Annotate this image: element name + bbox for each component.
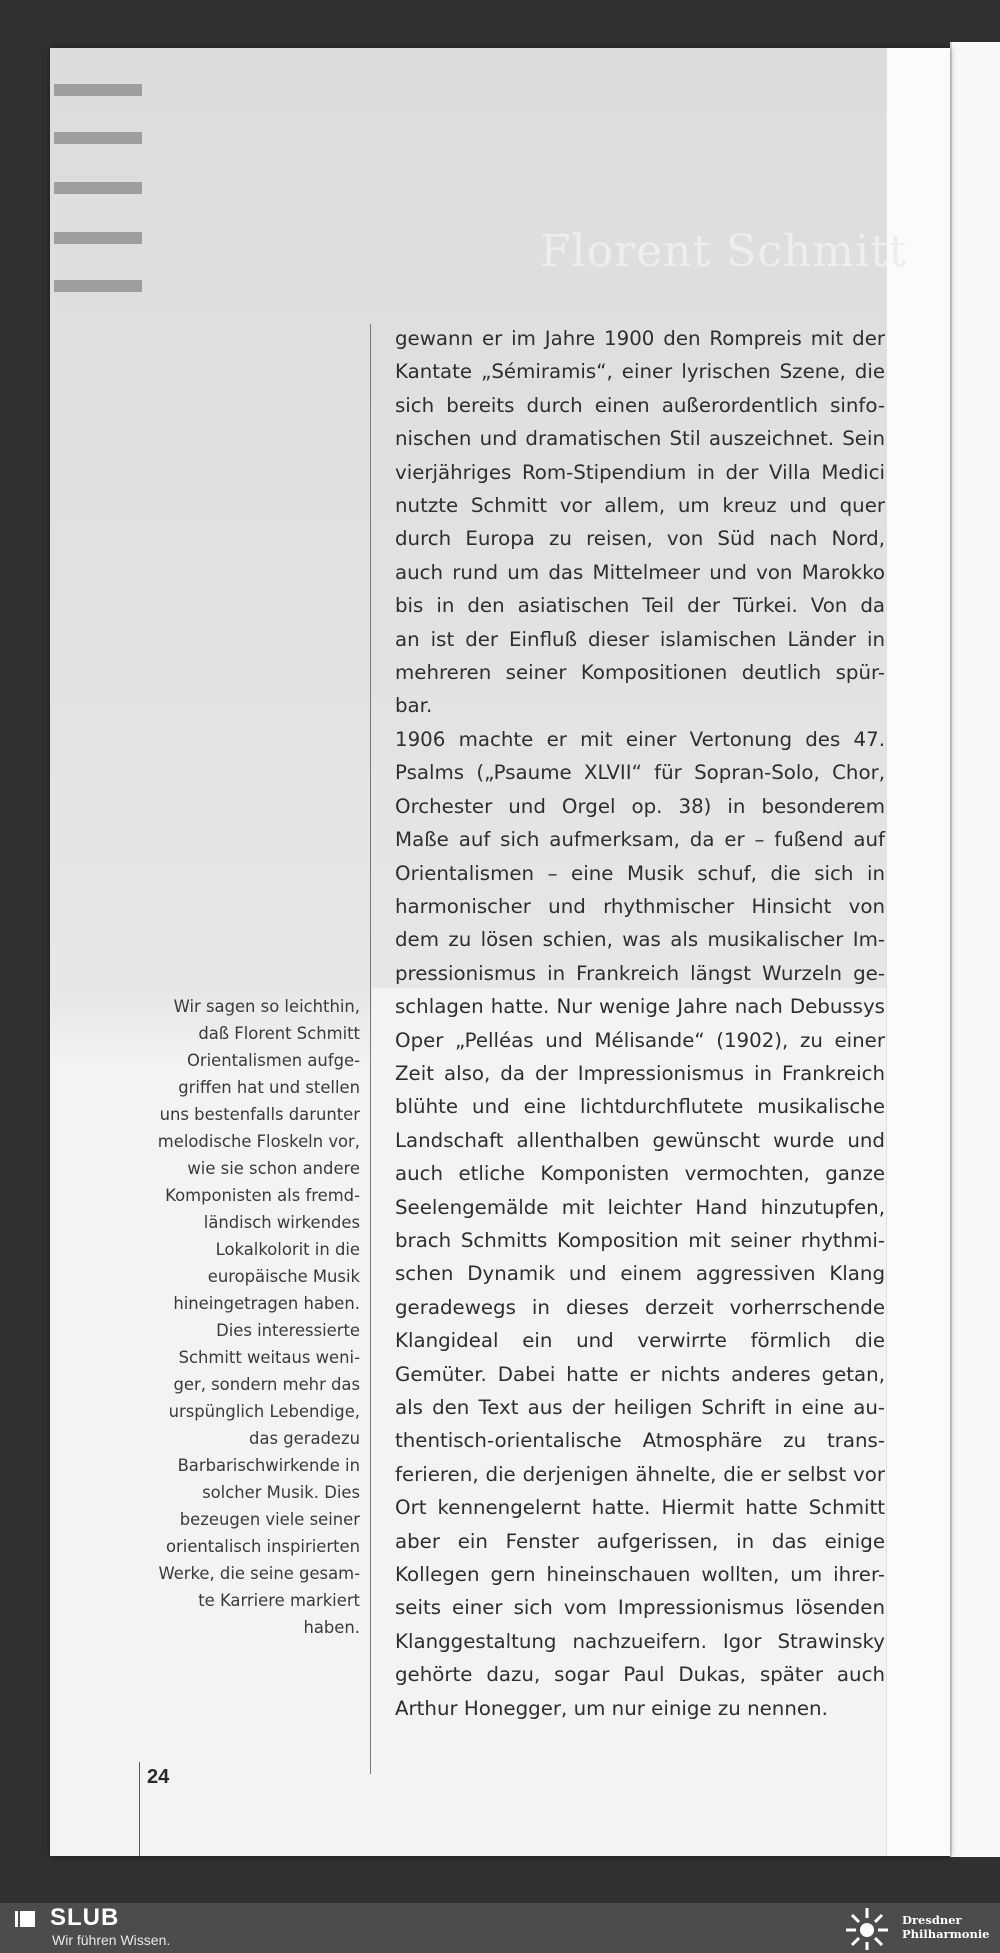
body-line: Psalms („Psaume XLVII“ für Sopran-Solo, Chor, [395, 761, 885, 785]
sidebar-line: hineingetragen haben. [173, 1294, 360, 1313]
page-number: 24 [147, 1766, 170, 1788]
body-line: Gemüter. Dabei hatte er nichts anderes getan, [395, 1362, 885, 1386]
library-name[interactable]: SLUB [50, 1904, 120, 1931]
body-line: thentisch-orientalische Atmosphäre zu trans- [395, 1429, 885, 1453]
body-line: blühte und eine lichtdurchflutete musikalische [395, 1095, 885, 1119]
sidebar-line: griffen hat und stellen [178, 1078, 360, 1097]
body-line: auch etliche Komponisten vermochten, ganze [395, 1162, 885, 1186]
sidebar-line: Lokalkolorit in die [215, 1240, 360, 1259]
body-line: an ist der Einfluß dieser islamischen Länder in [395, 627, 885, 651]
sidebar-line: daß Florent Schmitt [198, 1024, 360, 1043]
body-line: gewann er im Jahre 1900 den Rompreis mit der [395, 327, 885, 350]
body-line: Kollegen gern hineinschauen wollten, um ihrer- [395, 1563, 885, 1587]
body-line: harmonischer und rhythmischer Hinsicht von [395, 894, 885, 918]
column-divider [370, 324, 371, 1774]
page-number-rule [139, 1762, 140, 1856]
body-line: als den Text aus der heiligen Schrift in eine au- [395, 1396, 885, 1419]
sidebar-line: europäische Musik [207, 1267, 360, 1286]
book-icon [14, 1909, 36, 1929]
body-line: Klangideal ein und verwirrte förmlich die [395, 1329, 885, 1353]
body-line: Orientalismen – eine Musik schuf, die sich in [395, 861, 885, 885]
body-line: pressionismus in Frankreich längst Wurzeln ge- [395, 961, 885, 985]
sidebar-line: Orientalismen aufge- [186, 1051, 360, 1070]
body-line: dem zu lösen schien, was als musikalischer Im- [395, 928, 885, 952]
body-line: Oper „Pelléas und Mélisande“ (1902), zu einer [395, 1028, 885, 1052]
body-line: geradewegs in dieses derzeit vorherrschende [395, 1295, 885, 1319]
body-line: Seelengemälde mit leichter Hand hinzutupfen, [395, 1195, 885, 1219]
decorative-bar [54, 182, 142, 194]
sidebar-line: orientalisch inspirierten [166, 1537, 360, 1556]
body-line: Arthur Honegger, um nur einige zu nennen. [395, 1696, 828, 1720]
sidebar-line: Werke, die seine gesam- [158, 1564, 360, 1583]
faded-heading: Florent Schmitt [540, 226, 908, 277]
main-text-column [395, 322, 885, 1725]
sidebar-line: haben. [303, 1618, 360, 1637]
decorative-bar [54, 84, 142, 96]
sidebar-line: melodische Floskeln vor, [157, 1132, 360, 1151]
sidebar-quote [90, 993, 360, 1641]
sidebar-line: Barbarischwirkende in [177, 1456, 360, 1475]
sidebar-line: uns bestenfalls darunter [159, 1105, 360, 1124]
body-line: sich bereits durch einen außerordentlich sinfo- [395, 393, 885, 417]
sidebar-line: bezeugen viele seiner [179, 1510, 360, 1529]
body-line: Klanggestaltung nachzueifern. Igor Strawinsky [395, 1629, 885, 1653]
body-line: durch Europa zu reisen, von Süd nach Nord, [395, 527, 885, 551]
sidebar-line: ger, sondern mehr das [173, 1375, 360, 1394]
sidebar-line: Komponisten als fremd- [165, 1186, 360, 1205]
body-line: brach Schmitts Komposition mit seiner rhythmi- [395, 1228, 885, 1252]
body-line: 1906 machte er mit einer Vertonung des 47. [395, 727, 885, 751]
sunburst-logo-icon [840, 1906, 894, 1950]
partner-name[interactable] [902, 1913, 990, 1941]
decorative-bar [54, 280, 142, 292]
body-line: ferieren, die derjenigen ähnelte, die er selbst vor [395, 1462, 885, 1486]
body-line: bis in den asiatischen Teil der Türkei. Von da [395, 594, 885, 618]
sidebar-line: solcher Musik. Dies [202, 1483, 360, 1502]
sidebar-line: Schmitt weitaus weni- [178, 1348, 360, 1367]
decorative-bar [54, 232, 142, 244]
body-line: Orchester und Orgel op. 38) in besonderem [395, 794, 885, 818]
body-line: mehreren seiner Kompositionen deutlich spür- [395, 661, 885, 685]
partner-name-line2: Philharmonie [902, 1927, 990, 1941]
body-line: Maße auf sich aufmerksam, da er – fußend auf [395, 828, 885, 852]
body-line: auch rund um das Mittelmeer und von Marokko [395, 560, 885, 584]
body-line: nutzte Schmitt vor allem, um kreuz und quer [395, 494, 885, 518]
body-line: gehörte dazu, sogar Paul Dukas, später auch [395, 1663, 885, 1687]
sidebar-line: Wir sagen so leichthin, [173, 997, 360, 1016]
body-line: schen Dynamik und einem aggressiven Klang [395, 1262, 885, 1286]
sidebar-line: das geradezu [249, 1429, 360, 1448]
sidebar-line: te Karriere markiert [198, 1591, 360, 1610]
sidebar-line: Dies interessierte [216, 1321, 360, 1340]
adjacent-page-edge [950, 42, 1000, 1857]
body-line: Kantate „Sémiramis“, einer lyrischen Szene, die [395, 360, 885, 384]
body-line: seits einer sich vom Impressionismus lösenden [395, 1596, 885, 1620]
sidebar-line: ländisch wirkendes [203, 1213, 360, 1232]
sidebar-line: wie sie schon andere [187, 1159, 360, 1178]
booklet-page [50, 48, 950, 1856]
sidebar-line: urspünglich Lebendige, [168, 1402, 360, 1421]
partner-name-line1: Dresdner [902, 1913, 962, 1927]
body-line: Ort kennengelernt hatte. Hiermit hatte Schmitt [395, 1496, 885, 1520]
body-line: nischen und dramatischen Stil auszeichnet. Sein [395, 427, 885, 451]
body-line: Zeit also, da der Impressionismus in Frankreich [395, 1061, 885, 1085]
body-line: vierjähriges Rom-Stipendium in der Villa Medici [395, 460, 885, 484]
decorative-bar [54, 132, 142, 144]
page-fold-margin [886, 48, 950, 1856]
body-line: aber ein Fenster aufgerissen, in das einige [395, 1529, 885, 1553]
body-line: Landschaft allenthalben gewünscht wurde und [395, 1128, 885, 1152]
body-line: schlagen hatte. Nur wenige Jahre nach Debussys [395, 995, 885, 1019]
library-slogan: Wir führen Wissen. [52, 1932, 171, 1948]
body-line: bar. [395, 694, 433, 718]
